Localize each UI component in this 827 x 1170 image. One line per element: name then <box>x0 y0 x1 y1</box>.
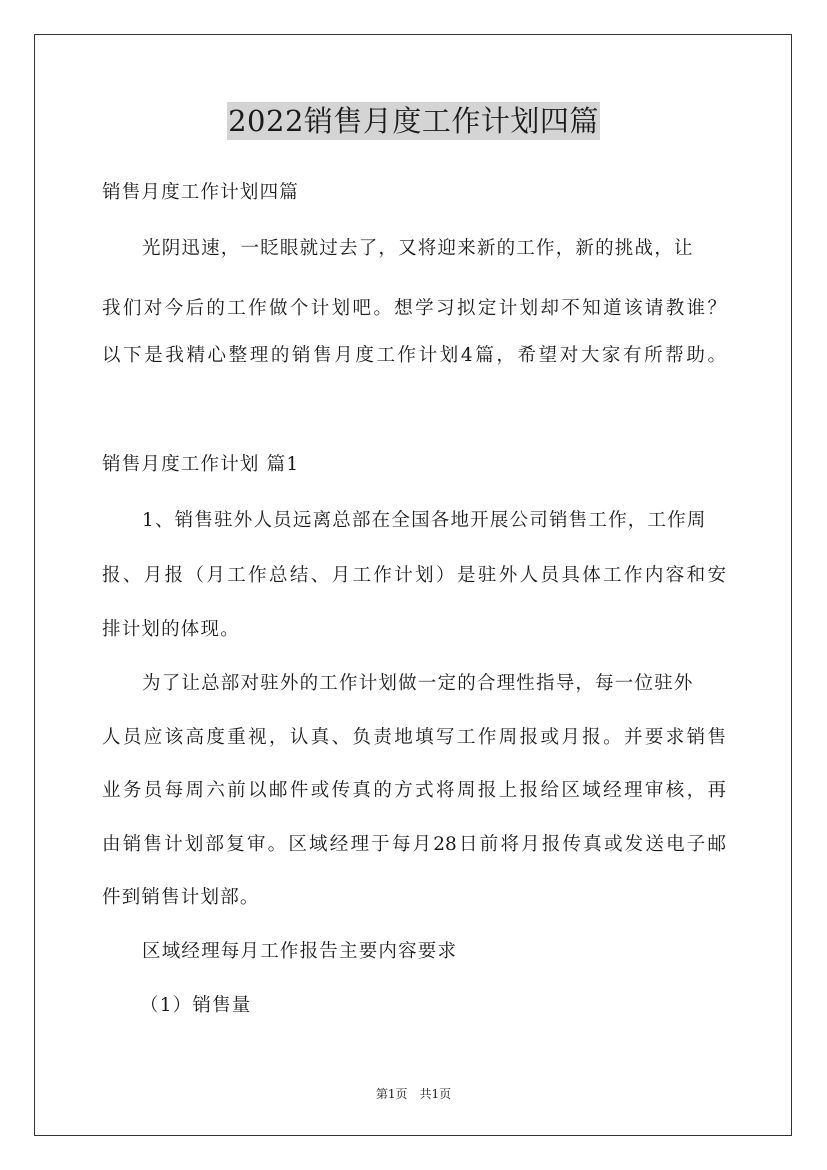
para2-line-5: 件到销售计划部。 <box>102 887 260 908</box>
document-subtitle: 销售月度工作计划四篇 <box>102 182 300 203</box>
intro-line-3-wrap <box>102 344 726 368</box>
para2-line-4-wrap <box>102 833 726 857</box>
para2-line-1: 为了让总部对驻外的工作计划做一定的合理性指导，每一位驻外 <box>142 673 694 694</box>
document-title-text: 2022销售月度工作计划四篇 <box>228 104 599 138</box>
intro-line-2-wrap <box>102 297 726 321</box>
intro-line-2: 我们对今后的工作做个计划吧。想学习拟定计划却不知道该请教谁？ <box>102 298 726 319</box>
para1-line-2-wrap <box>102 564 726 588</box>
section-heading: 销售月度工作计划 篇1 <box>102 454 300 475</box>
para2-line-2: 人员应该高度重视，认真、负责地填写工作周报或月报。并要求销售 <box>102 727 726 748</box>
para2-line-3-wrap <box>102 779 726 803</box>
para3-line: 区域经理每月工作报告主要内容要求 <box>142 941 458 962</box>
list-item-sales-volume: （1）销售量 <box>140 995 252 1016</box>
page-footer: 第1页 共1页 <box>375 1087 452 1101</box>
intro-line-3: 以下是我精心整理的销售月度工作计划4篇，希望对大家有所帮助。 <box>102 345 726 366</box>
para1-line-3: 排计划的体现。 <box>102 619 240 640</box>
intro-line-1: 光阴迅速，一眨眼就过去了，又将迎来新的工作，新的挑战，让 <box>142 238 694 259</box>
para2-line-4: 由销售计划部复审。区域经理于每月28日前将月报传真或发送电子邮 <box>102 834 726 855</box>
document-title <box>0 102 827 140</box>
para1-line-1: 1、销售驻外人员远离总部在全国各地开展公司销售工作，工作周 <box>142 510 707 531</box>
para2-line-2-wrap <box>102 726 726 750</box>
para2-line-3: 业务员每周六前以邮件或传真的方式将周报上报给区域经理审核，再 <box>102 780 726 801</box>
para1-line-2: 报、月报（月工作总结、月工作计划）是驻外人员具体工作内容和安 <box>102 565 726 586</box>
